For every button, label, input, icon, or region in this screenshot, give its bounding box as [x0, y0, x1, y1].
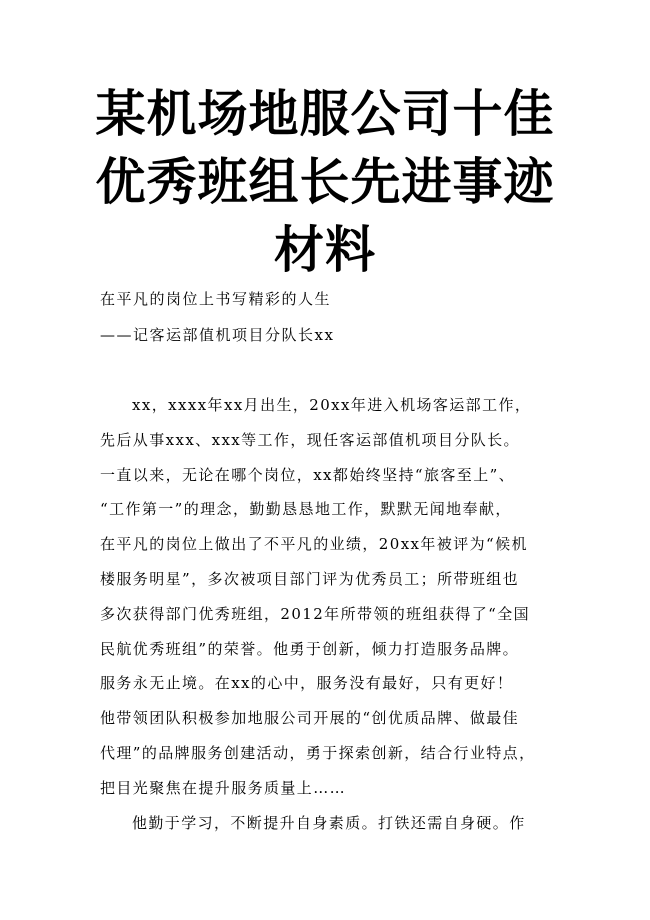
title-line-3: 材料 — [274, 221, 376, 279]
body-line: 民航优秀班组”的荣誉。他勇于创新，倾力打造服务品牌。 — [100, 639, 520, 658]
document-body — [100, 388, 555, 840]
body-line: 他勤于学习，不断提升自身素质。打铁还需自身硬。作 — [132, 813, 526, 832]
body-line: 把目光聚焦在提升服务质量上…… — [100, 778, 347, 797]
body-line: 一直以来，无论在哪个岗位，xx都始终坚持“旅客至上”、 — [100, 465, 516, 484]
title-line-1: 某机场地服公司十佳 — [95, 85, 555, 143]
document-byline: ——记客运部值机项目分队长xx — [100, 326, 335, 344]
body-line: 先后从事xxx、xxx等工作，现任客运部值机项目分队长。 — [100, 430, 520, 449]
body-line: 服务永无止境。在xx的心中，服务没有最好，只有更好！ — [100, 674, 514, 693]
body-line: 他带领团队积极参加地服公司开展的“创优质品牌、做最佳 — [100, 709, 520, 728]
body-line: 代理”的品牌服务创建活动，勇于探索创新，结合行业特点， — [100, 743, 536, 762]
body-line: xx，xxxx年xx月出生，20xx年进入机场客运部工作， — [132, 396, 532, 414]
document-subtitle: 在平凡的岗位上书写精彩的人生 — [100, 290, 332, 308]
document-title — [60, 80, 590, 284]
body-line: “工作第一”的理念，勤勤恳恳地工作，默默无闻地奉献， — [100, 500, 512, 519]
body-line: 在平凡的岗位上做出了不平凡的业绩，20xx年被评为“候机 — [100, 535, 528, 554]
body-line: 楼服务明星”，多次被项目部门评为优秀员工；所带班组也 — [100, 569, 520, 588]
body-line: 多次获得部门优秀班组，2012年所带领的班组获得了“全国 — [100, 604, 531, 623]
title-line-2: 优秀班组长先进事迹 — [95, 153, 555, 211]
